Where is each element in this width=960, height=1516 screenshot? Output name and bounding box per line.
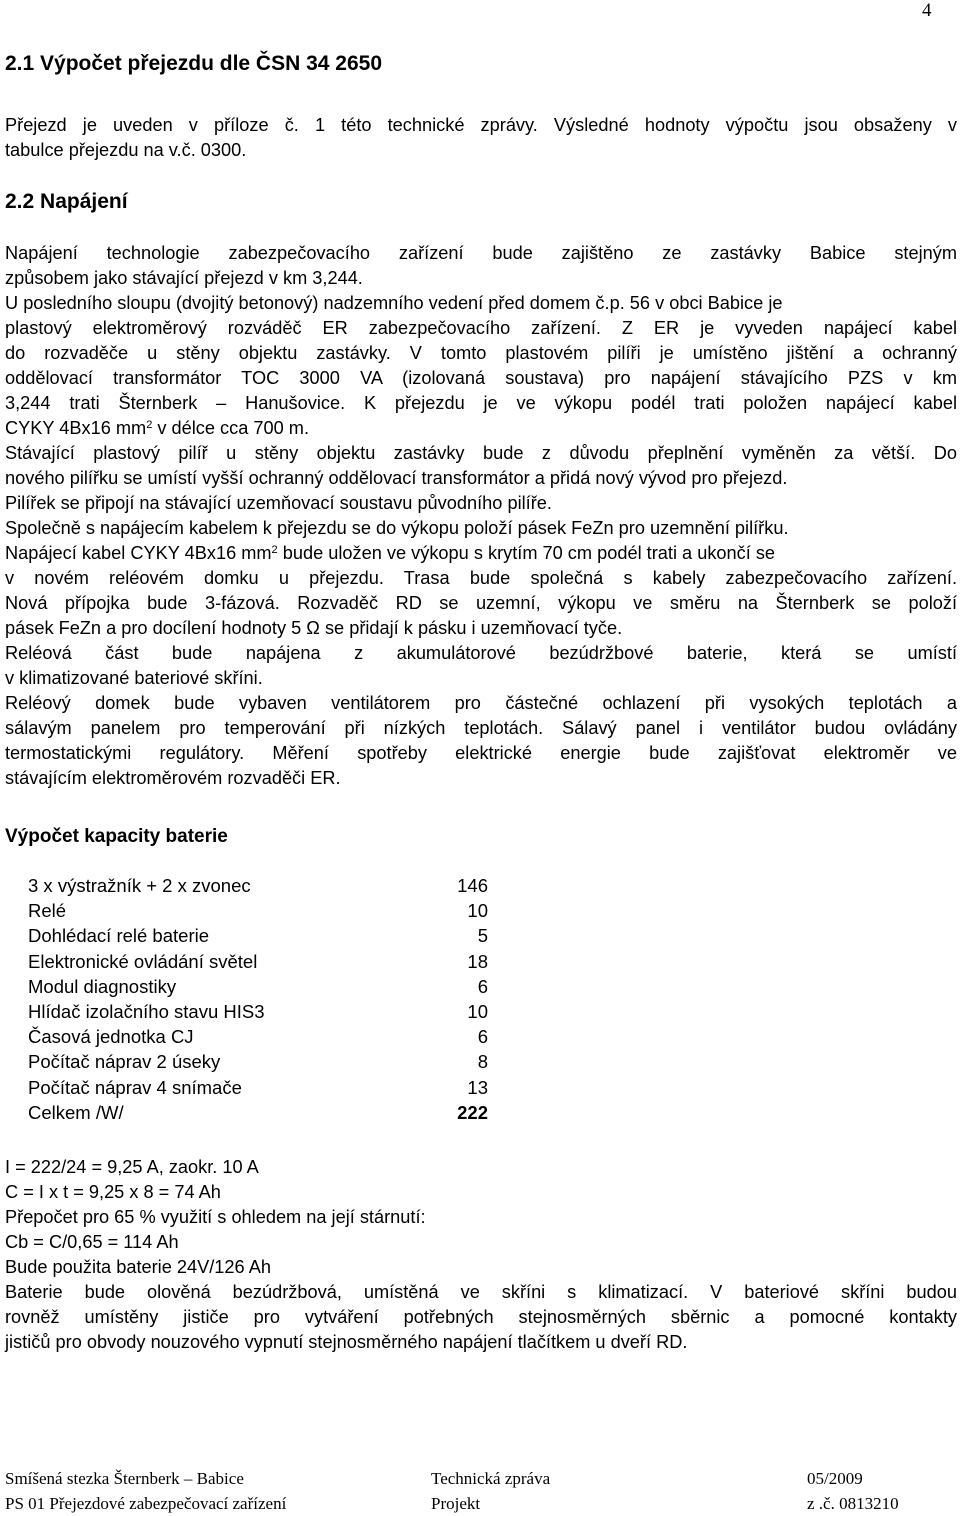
- text-line: Přepočet pro 65 % využití s ohledem na její stárnutí:: [5, 1207, 426, 1227]
- text-line: Společně s napájecím kabelem k přejezdu se do výkopu položí pásek FeZn pro uzemnění pilířku.: [5, 518, 789, 538]
- text-line: Reléový domek bude vybaven ventilátorem pro částečné ochlazení při vysokých teplotách a: [5, 693, 957, 713]
- text-line: [5, 416, 957, 441]
- footer-order-number: z .č. 0813210: [807, 1494, 899, 1513]
- text-line: Baterie bude olověná bezúdržbová, umístěná ve skříni s klimatizací. V bateriové skříni budou: [5, 1282, 957, 1302]
- page-number: 4: [922, 0, 932, 21]
- text-line: v klimatizované bateriové skříni.: [5, 668, 263, 688]
- item-label: Počítač náprav 4 snímače: [28, 1076, 242, 1098]
- footer-stage: Projekt: [431, 1494, 481, 1513]
- table-row: [28, 875, 488, 900]
- text-line: tabulce přejezdu na v.č. 0300.: [5, 140, 247, 160]
- calculation-block: [5, 1155, 957, 1355]
- item-label: 3 x výstražník + 2 x zvonec: [28, 875, 251, 896]
- section-heading-calculation: 2.1 Výpočet přejezdu dle ČSN 34 2650: [5, 52, 382, 75]
- footer-part-name: PS 01 Přejezdové zabezpečovací zařízení: [5, 1494, 287, 1513]
- item-label: Dohlédací relé baterie: [28, 925, 209, 947]
- item-value: 18: [467, 950, 488, 972]
- superscript: 2: [271, 544, 278, 556]
- text-line: 3,244 trati Šternberk – Hanušovice. K přejezdu je ve výkopu podél trati položen napájecí kabel: [5, 393, 957, 413]
- text-line: I = 222/24 = 9,25 A, zaokr. 10 A: [5, 1157, 259, 1177]
- text-line: jističů pro obvody nouzového vypnutí stejnosměrného napájení tlačítkem u dveří RD.: [5, 1332, 688, 1352]
- item-label: Relé: [28, 900, 67, 922]
- text-line: Přejezd je uveden v příloze č. 1 této technické zprávy. Výsledné hodnoty výpočtu jsou obsaženy v: [5, 115, 957, 135]
- item-value: 222: [457, 1101, 488, 1123]
- paragraph-power: [5, 241, 957, 791]
- text-line: v novém reléovém domku u přejezdu. Trasa bude společná s kabely zabezpečovacího zařízení.: [5, 568, 957, 588]
- table-row: [28, 951, 488, 976]
- superscript: 2: [146, 419, 153, 431]
- item-value: 6: [477, 975, 488, 997]
- table-row: [28, 1001, 488, 1026]
- table-row: [28, 1051, 488, 1076]
- page-footer: [5, 1466, 955, 1516]
- item-value: 10: [467, 1000, 488, 1022]
- footer-date: 05/2009: [807, 1469, 863, 1488]
- text-line: sálavým panelem pro temperování při nízkých teplotách. Sálavý panel i ventilátor budou ovládány: [5, 718, 957, 738]
- text-line: Nová přípojka bude 3-fázová. Rozvaděč RD se uzemní, výkopu ve směru na Šternberk se položí: [5, 593, 957, 613]
- text-line: C = I x t = 9,25 x 8 = 74 Ah: [5, 1182, 221, 1202]
- text-line: rovněž umístěny jističe pro vytváření potřebných stejnosměrných sběrnic a pomocné kontakty: [5, 1307, 957, 1327]
- item-label: Modul diagnostiky: [28, 975, 177, 997]
- text-line: stávajícím elektroměrovém rozvaděči ER.: [5, 768, 341, 788]
- item-value: 8: [477, 1051, 488, 1073]
- text-line: pásek FeZn a pro docílení hodnoty 5 Ω se přidají k pásku i uzemňovací tyče.: [5, 618, 623, 638]
- text-line: způsobem jako stávající přejezd v km 3,244.: [5, 268, 363, 288]
- table-row: [28, 1077, 488, 1102]
- text-fragment: Napájecí kabel CYKY 4Bx16 mm: [5, 543, 272, 563]
- text-fragment: v délce cca 700 m.: [152, 418, 310, 438]
- text-line: Stávající plastový pilíř u stěny objektu zastávky bude z důvodu přeplnění vyměněn za větší. Do: [5, 443, 957, 463]
- item-label: Elektronické ovládání světel: [28, 950, 258, 972]
- table-row: [28, 900, 488, 925]
- text-line: Reléová část bude napájena z akumulátorové bezúdržbové baterie, která se umístí: [5, 643, 957, 663]
- item-label: Celkem /W/: [28, 1101, 124, 1123]
- item-value: 5: [477, 925, 488, 947]
- item-label: Hlídač izolačního stavu HIS3: [28, 1000, 265, 1022]
- table-row: [28, 925, 488, 950]
- text-line: do rozvaděče u stěny objektu zastávky. V tomto plastovém pilíři je umístěno jištění a ochranný: [5, 343, 957, 363]
- paragraph-crossing: [5, 113, 957, 163]
- item-value: 13: [467, 1076, 488, 1098]
- table-row-total: [28, 1102, 488, 1127]
- item-label: Časová jednotka CJ: [28, 1026, 194, 1048]
- footer-row: [5, 1491, 955, 1516]
- section-heading-power: 2.2 Napájení: [5, 190, 128, 213]
- table-row: [28, 976, 488, 1001]
- text-line: U posledního sloupu (dvojitý betonový) nadzemního vedení před domem č.p. 56 v obci Babice je: [5, 293, 783, 313]
- footer-project-name: Smíšená stezka Šternberk – Babice: [5, 1469, 244, 1488]
- item-value: 10: [467, 900, 488, 922]
- item-value: 146: [457, 875, 488, 896]
- text-line: termostatickými regulátory. Měření spotřeby elektrické energie bude zajišťovat elektroměr ve: [5, 743, 957, 763]
- battery-table: [28, 875, 488, 1127]
- text-line: plastový elektroměrový rozváděč ER zabezpečovacího zařízení. Z ER je vyveden napájecí kabel: [5, 318, 957, 338]
- text-fragment: CYKY 4Bx16 mm: [5, 418, 147, 438]
- text-line: Pilířek se připojí na stávající uzemňovací soustavu původního pilíře.: [5, 493, 552, 513]
- text-line: nového pilířku se umístí vyšší ochranný oddělovací transformátor a přidá nový vývod pro přejezd.: [5, 468, 788, 488]
- item-value: 6: [477, 1026, 488, 1048]
- text-fragment: bude uložen ve výkopu s krytím 70 cm podél trati a ukončí se: [277, 543, 776, 563]
- item-label: Počítač náprav 2 úseky: [28, 1051, 221, 1073]
- footer-doc-type: Technická zpráva: [431, 1469, 551, 1488]
- text-line: Bude použita baterie 24V/126 Ah: [5, 1257, 271, 1277]
- footer-row: [5, 1466, 955, 1491]
- text-line: Cb = C/0,65 = 114 Ah: [5, 1232, 179, 1252]
- text-line: [5, 541, 957, 566]
- table-row: [28, 1026, 488, 1051]
- text-line: oddělovací transformátor TOC 3000 VA (izolovaná soustava) pro napájení stávajícího PZS v km: [5, 368, 957, 388]
- text-line: Napájení technologie zabezpečovacího zařízení bude zajištěno ze zastávky Babice stejným: [5, 243, 957, 263]
- section-heading-battery: Výpočet kapacity baterie: [5, 826, 228, 847]
